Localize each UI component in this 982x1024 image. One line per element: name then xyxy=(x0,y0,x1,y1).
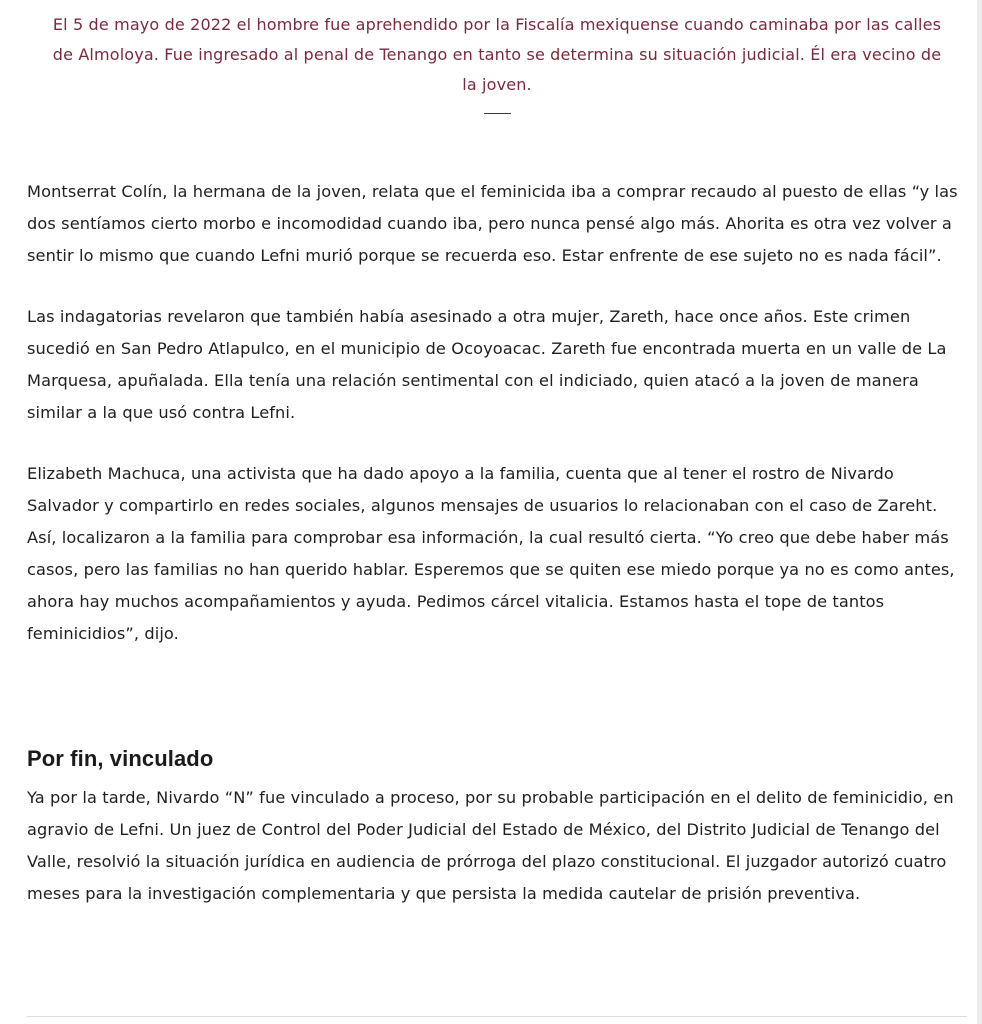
article-paragraph: Montserrat Colín, la hermana de la joven, relata que el feminicida iba a comprar recaudo al puesto de ellas “y las dos sentíamos cierto morbo e incomodidad cuando iba, pero nunca pensé algo más. Ahorita es otra vez volver a sentir lo mismo que cuando Lefni murió porque se recuerda eso. Estar enfrente de ese sujeto no es nada fácil”. xyxy=(27,182,958,265)
article-paragraph: Las indagatorias revelaron que también había asesinado a otra mujer, Zareth, hace once años. Este crimen sucedió en San Pedro Atlapulco, en el municipio de Ocoyoacac. Zareth fue encontrada muerta en un valle de La Marquesa, apuñalada. Ella tenía una relación sentimental con el indiciado, quien atacó a la joven de manera similar a la que usó contra Lefni. xyxy=(27,307,947,422)
section-heading: Por fin, vinculado xyxy=(27,746,214,771)
page-edge-shadow xyxy=(977,0,982,1024)
quote-divider xyxy=(484,113,511,114)
article-body xyxy=(27,0,967,910)
bottom-divider xyxy=(27,1016,967,1017)
article-paragraph: Elizabeth Machuca, una activista que ha dado apoyo a la familia, cuenta que al tener el rostro de Nivardo Salvador y compartirlo en redes sociales, algunos mensajes de usuarios lo relacionaban con el caso de Zareht. Así, localizaron a la familia para comprobar esa información, la cual resultó cierta. “Yo creo que debe haber más casos, pero las familias no han querido hablar. Esperemos que se quiten ese miedo porque ya no es como antes, ahora hay muchos acompañamientos y ayuda. Pedimos cárcel vitalicia. Estamos hasta el tope de tantos feminicidios”, dijo. xyxy=(27,464,955,643)
pull-quote: El 5 de mayo de 2022 el hombre fue aprehendido por la Fiscalía mexiquense cuando caminaba por las calles de Almoloya. Fue ingresado al penal de Tenango en tanto se determina su situación judicial. Él era vecino de la joven. xyxy=(52,15,942,94)
article-paragraph: Ya por la tarde, Nivardo “N” fue vinculado a proceso, por su probable participación en el delito de feminicidio, en agravio de Lefni. Un juez de Control del Poder Judicial del Estado de México, del Distrito Judicial de Tenango del Valle, resolvió la situación jurídica en audiencia de prórroga del plazo constitucional. El juzgador autorizó cuatro meses para la investigación complementaria y que persista la medida cautelar de prisión preventiva. xyxy=(27,788,954,903)
